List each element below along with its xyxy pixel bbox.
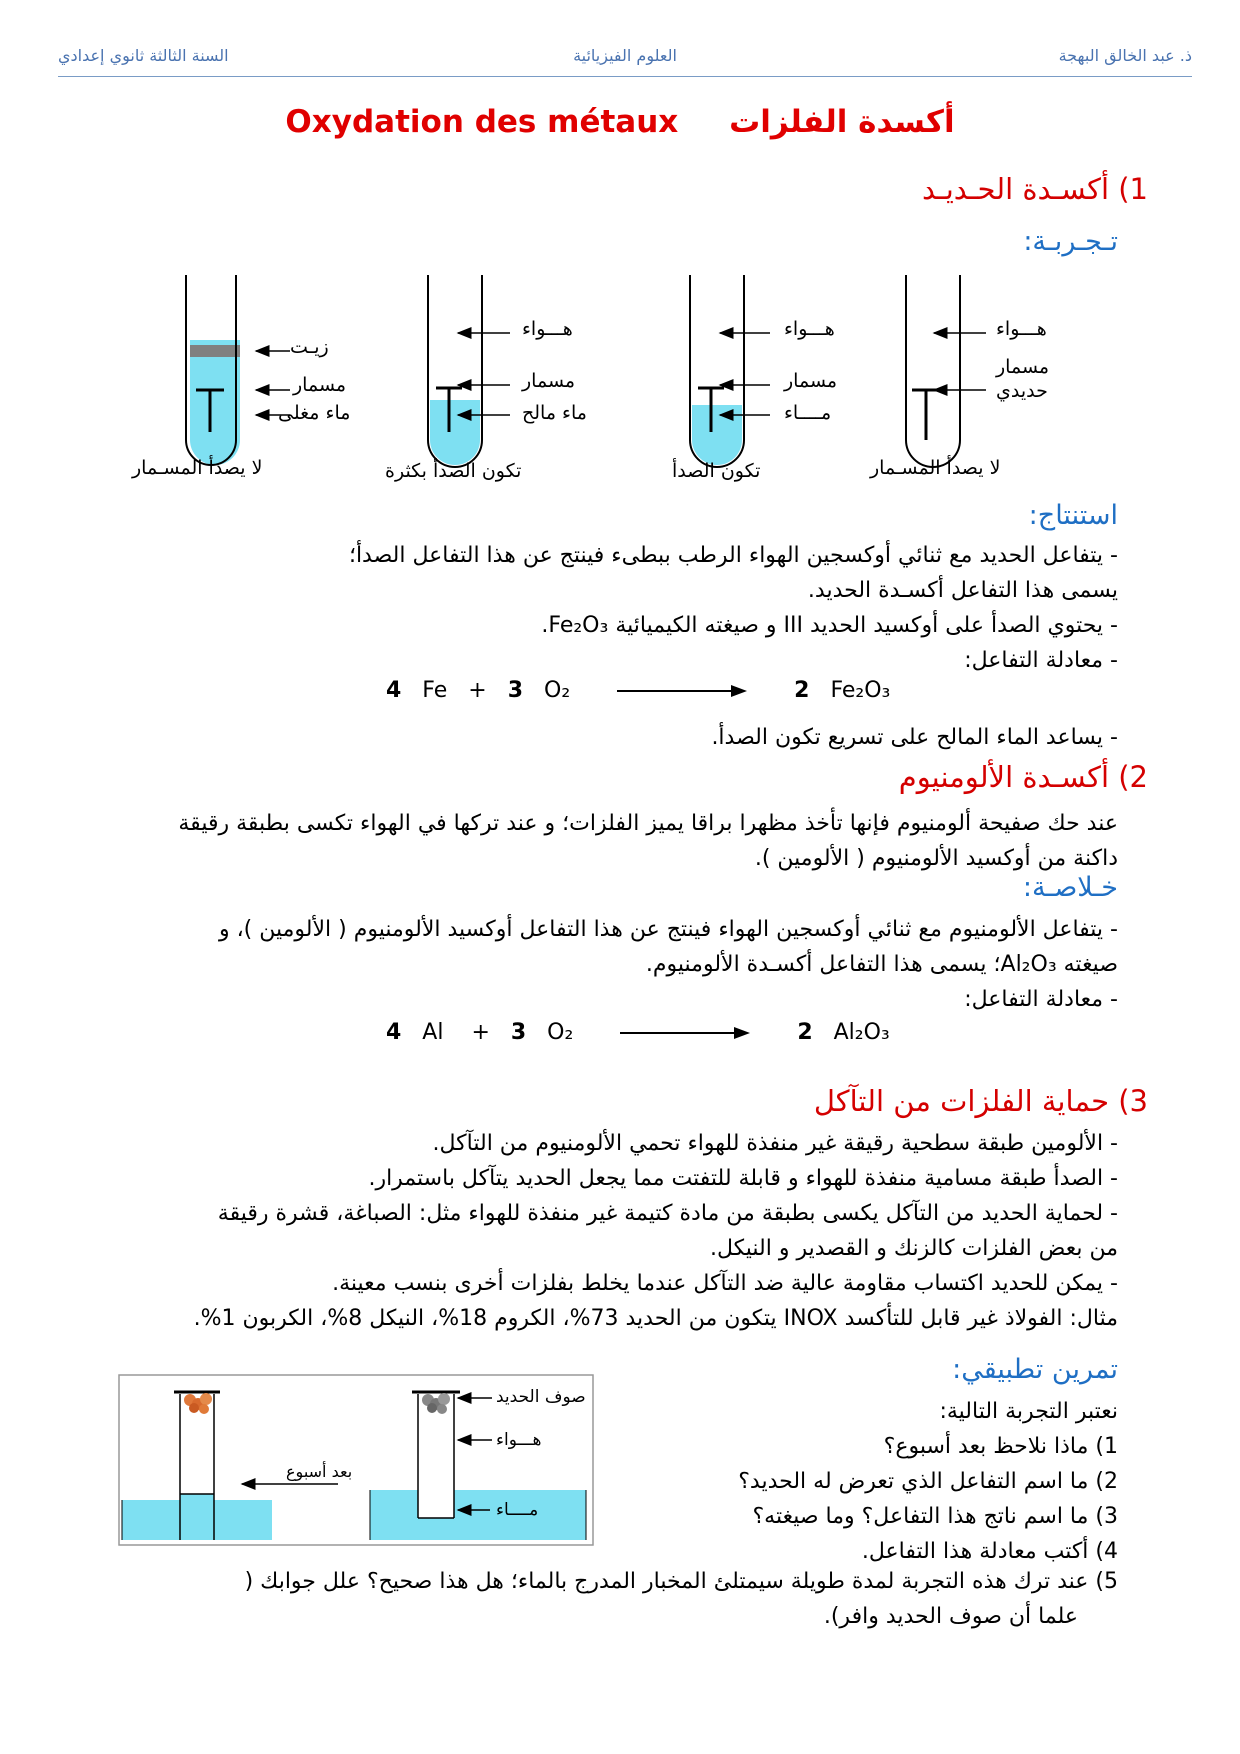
exercise-question: 3) ما اسم ناتج هذا التفاعل؟ وما صيغته؟ (752, 1504, 1118, 1529)
summary-line: - يتفاعل الألومنيوم مع ثنائي أوكسجين الهواء فينتج عن هذا التفاعل أوكسيد الألومنيوم ( الألومين )، و (218, 917, 1118, 942)
protection-line: - الألومين طبقة سطحية رقيقة غير منفذة للهواء تحمي الألومنيوم من التآكل. (432, 1131, 1118, 1156)
tube4-label-air: هـــواء (996, 318, 1047, 340)
section-2-heading: 2) أكسـدة الألومنيوم (898, 760, 1148, 794)
header-teacher: ذ. عبد الخالق البهجة (1058, 46, 1192, 65)
exercise-question: 5) عند ترك هذه التجربة لمدة طويلة سيمتلئ المخبار المدرج بالماء؛ هل هذا صحيح؟ علل جوابك ( (244, 1569, 1118, 1594)
eq2-coef2: 3 (510, 1020, 527, 1045)
salt-note (60, 720, 1118, 755)
conclusion-line: يسمى هذا التفاعل أكسـدة الحديد. (807, 578, 1118, 603)
tube1-label-water: ماء مغلى (278, 402, 351, 424)
tube-water (690, 275, 770, 467)
section-3-heading: 3) حماية الفلزات من التآكل (813, 1084, 1148, 1118)
eq1-coef1: 4 (386, 678, 402, 703)
eq1-o2: O₂ (544, 678, 571, 703)
iron-equation (386, 678, 890, 703)
eq2-product: Al₂O₃ (833, 1020, 890, 1045)
exercise-questions (558, 1394, 1118, 1569)
reaction-arrow-icon (617, 684, 747, 698)
exercise-question: 2) ما اسم التفاعل الذي تعرض له الحديد؟ (738, 1469, 1118, 1494)
protection-line: من بعض الفلزات كالزنك و القصدير و النيكل. (709, 1236, 1118, 1261)
eq1-fe: Fe (422, 678, 448, 703)
title-fr: Oxydation des métaux (285, 104, 679, 140)
aluminum-intro (60, 806, 1118, 876)
salt-note-line: - يساعد الماء المالح على تسريع تكون الصدأ. (711, 725, 1118, 750)
tube1-label-oil: زيـت (290, 336, 329, 358)
tube-boiled-water (186, 275, 290, 465)
eq1-coef3: 2 (794, 678, 810, 703)
tube3-label-air: هـــواء (784, 318, 835, 340)
fig-label-water: مــــاء (496, 1500, 539, 1520)
eq2-o2: O₂ (547, 1020, 574, 1045)
tube3-caption: تكون الصدأ (672, 460, 761, 482)
protection-line: - يمكن للحديد اكتساب مقاومة عالية ضد التآكل عندما يخلط بفلزات أخرى بنسب معينة. (332, 1271, 1118, 1296)
aluminum-intro-line: داكنة من أوكسيد الألومنيوم ( الألومين ). (754, 846, 1118, 871)
summary-label: خـلاصـة: (1022, 872, 1118, 903)
eq1-coef2: 3 (507, 678, 524, 703)
header-level: السنة الثالثة ثانوي إعدادي (58, 46, 229, 65)
eq2-coef1: 4 (386, 1020, 402, 1045)
conclusion-label: استنتاج: (1028, 500, 1118, 531)
tube2-caption: تكون الصدأ بكثرة (385, 460, 522, 482)
eq1-plus: + (468, 678, 487, 703)
protection-text (60, 1126, 1118, 1336)
conclusion-line: - يحتوي الصدأ على أوكسيد الحديد III و صيغته الكيميائية Fe₂O₃. (541, 613, 1118, 638)
title-ar: أكسدة الفلزات (729, 104, 955, 140)
summary-line: صيغته Al₂O₃؛ يسمى هذا التفاعل أكسـدة الألومنيوم. (645, 952, 1118, 977)
eq2-coef3: 2 (797, 1020, 813, 1045)
protection-line: مثال: الفولاذ غير قابل للتأكسد INOX يتكون من الحديد 73%، الكروم 18%، النيكل 8%، الكربون 1%. (193, 1306, 1118, 1331)
header-subject: العلوم الفيزيائية (573, 46, 677, 65)
tube2-label-air: هـــواء (522, 318, 573, 340)
experiment-label: تـجـربـة: (1023, 226, 1118, 257)
fig-label-iron-wool: صوف الحديد (496, 1387, 586, 1407)
tube1-label-nail: مسمار (293, 374, 347, 396)
fig-label-air: هـــواء (496, 1430, 542, 1450)
conclusion-text (60, 538, 1118, 678)
tube-salt-water (428, 275, 510, 467)
protection-line: - الصدأ طبقة مسامية منفذة للهواء و قابلة للتفتت مما يجعل الحديد يتآكل باستمرار. (368, 1166, 1118, 1191)
eq1-product: Fe₂O₃ (830, 678, 891, 703)
tube3-label-nail: مسمار (784, 370, 838, 392)
exercise-intro: نعتبر التجربة التالية: (939, 1399, 1118, 1424)
conclusion-line: - يتفاعل الحديد مع ثنائي أوكسجين الهواء الرطب ببطىء فينتج عن هذا التفاعل الصدأ؛ (348, 543, 1118, 568)
test-tubes-figure (0, 0, 1240, 520)
exercise-question: 1) ماذا نلاحظ بعد أسبوع؟ (883, 1434, 1118, 1459)
exercise-question: 4) أكتب معادلة هذا التفاعل. (861, 1539, 1118, 1564)
conclusion-line: - معادلة التفاعل: (964, 648, 1118, 673)
aluminum-equation (386, 1020, 890, 1045)
protection-line: - لحماية الحديد من التآكل يكسى بطبقة من مادة كتيمة غير منفذة للهواء مثل: الصباغة، قشرة رقيقة (217, 1201, 1118, 1226)
tube4-label-iron: حديدي (996, 380, 1048, 402)
tube4-caption: لا يصدأ المسـمار (870, 457, 1001, 479)
eq2-al: Al (422, 1020, 444, 1045)
tube-dry-air (906, 275, 986, 467)
exercise-heading: تمرين تطبيقي: (952, 1354, 1118, 1385)
eq2-plus: + (471, 1020, 490, 1045)
aluminum-intro-line: عند حك صفيحة ألومنيوم فإنها تأخذ مظهرا براقا يميز الفلزات؛ و عند تركها في الهواء تكسى بطبقة رقيقة (178, 811, 1118, 836)
summary-line: - معادلة التفاعل: (964, 987, 1118, 1012)
exercise-question: علما أن صوف الحديد وافر). (823, 1604, 1078, 1629)
tube4-label-nail: مسمار (996, 356, 1050, 378)
tube2-label-water: ماء مالح (522, 402, 587, 424)
tube2-label-nail: مسمار (522, 370, 576, 392)
reaction-arrow-icon (620, 1026, 750, 1040)
section-1-heading: 1) أكسـدة الحـديـد (922, 172, 1148, 206)
tube3-label-water: مــــاء (784, 402, 832, 424)
summary-text (60, 912, 1118, 1017)
fig-label-after-week: بعد أسبوع (286, 1462, 353, 1481)
tube1-caption: لا يصدأ المسـمار (132, 457, 263, 479)
exercise-question-5 (60, 1564, 1118, 1634)
